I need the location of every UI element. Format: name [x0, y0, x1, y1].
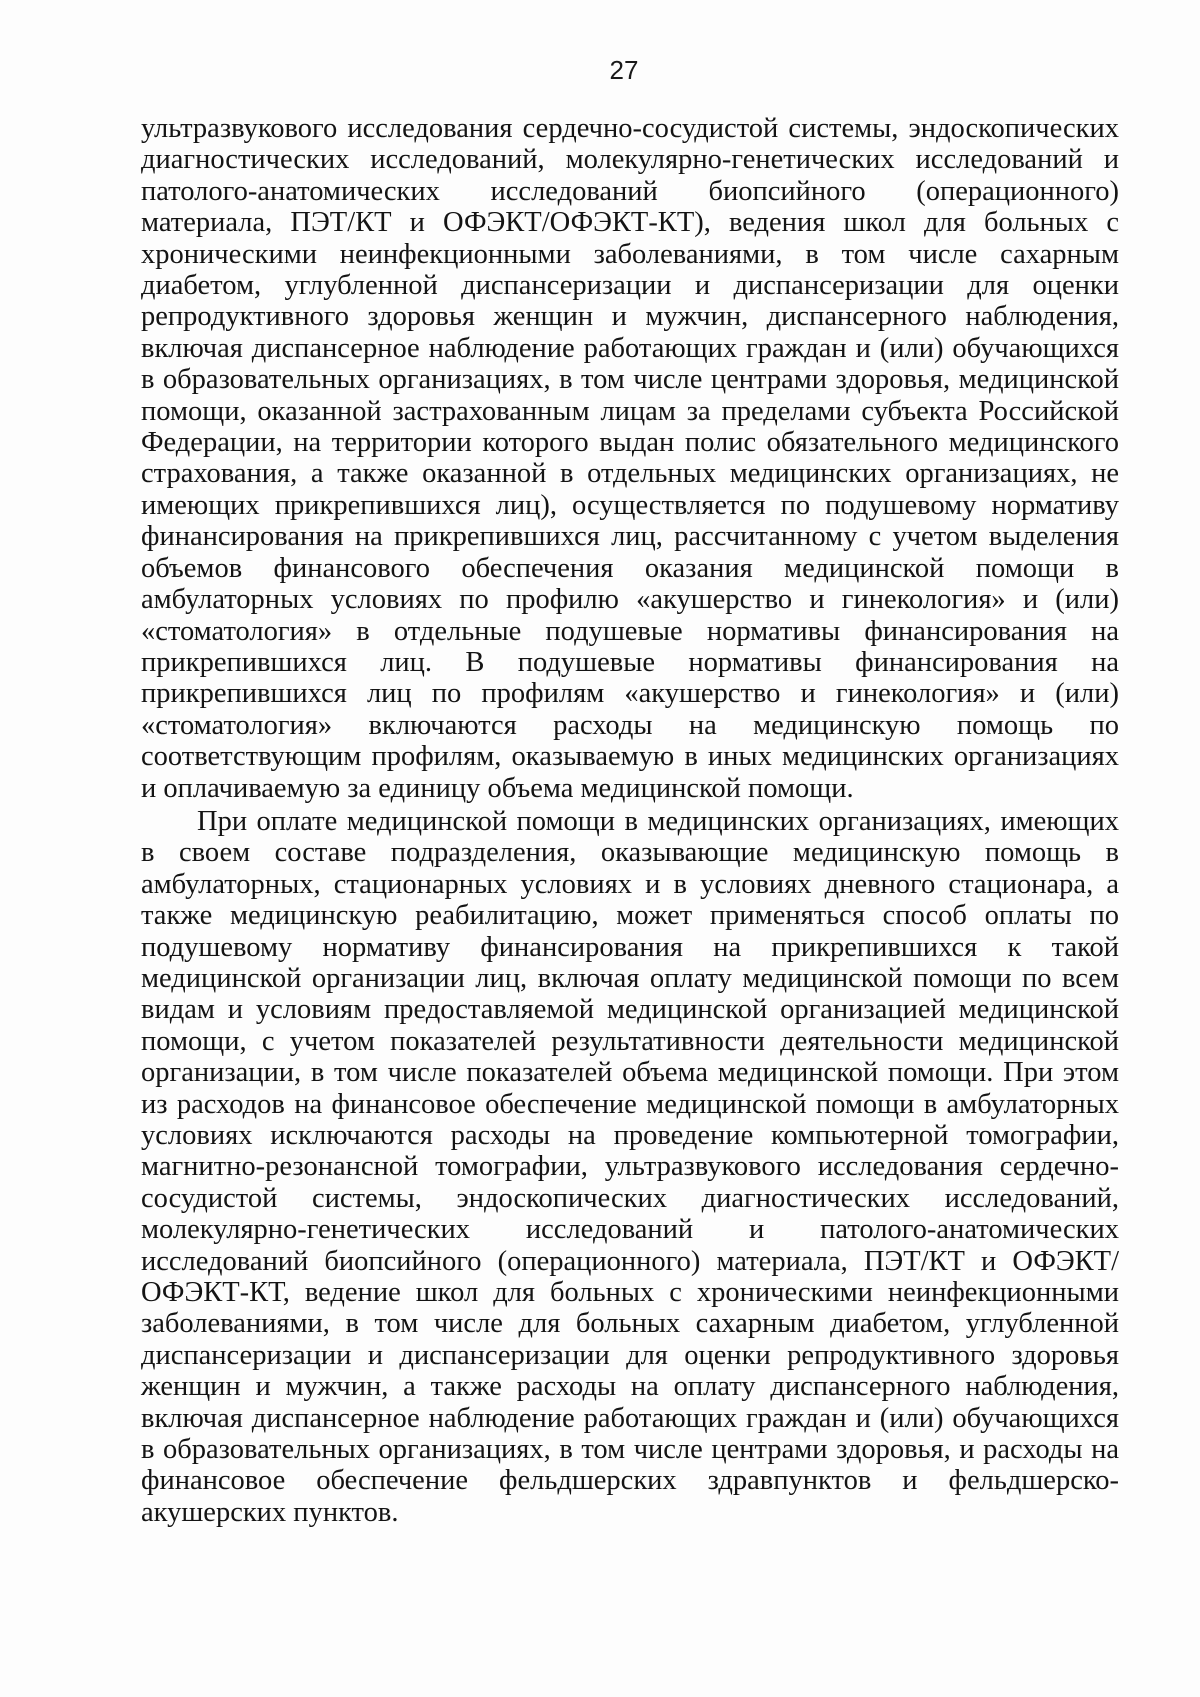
paragraph-payment-method: При оплате медицинской помощи в медицинских организациях, имеющих в своем составе подразделения, оказывающие медицинскую помощь в амбулаторных, стационарных условиях и в условиях дневного стационара, а также медицинскую реабилитацию, может применяться способ оплаты по подушевому нормативу финансирования на прикрепившихся к такой медицинской организации лиц, включая оплату медицинской помощи по всем видам и условиям предоставляемой медицинской организацией медицинской помощи, с учетом показателей результативности деятельности медицинской организации, в том числе показателей объема медицинской помощи. При этом из расходов на финансовое обеспечение медицинской помощи в амбулаторных условиях исключаются расходы на проведение компьютерной томографии, магнитно-резонансной томографии, ультразвукового исследования сердечно-сосудистой системы, эндоскопических диагностических исследований, молекулярно-генетических исследований и патолого-анатомических исследований биопсийного (операционного) материала, ПЭТ/КТ и ОФЭКТ/ОФЭКТ-КТ, ведение школ для больных с хроническими неинфекционными заболеваниями, в том числе для больных сахарным диабетом, углубленной диспансеризации и диспансеризации для оценки репродуктивного здоровья женщин и мужчин, а также расходы на оплату диспансерного наблюдения, включая диспансерное наблюдение работающих граждан и (или) обучающихся в образовательных организациях, в том числе центрами здоровья, и расходы на финансовое обеспечение фельдшерских здравпунктов и фельдшерско-акушерских пунктов. — [141, 805, 1119, 1528]
paragraph-continued: ультразвукового исследования сердечно-сосудистой системы, эндоскопических диагностических исследований, молекулярно-генетических исследований и патолого-анатомических исследований биопсийного (операционного) материала, ПЭТ/КТ и ОФЭКТ/ОФЭКТ-КТ), ведения школ для больных с хроническими неинфекционными заболеваниями, в том числе сахарным диабетом, углубленной диспансеризации и диспансеризации для оценки репродуктивного здоровья женщин и мужчин, диспансерного наблюдения, включая диспансерное наблюдение работающих граждан и (или) обучающихся в образовательных организациях, в том числе центрами здоровья, медицинской помощи, оказанной застрахованным лицам за пределами субъекта Российской Федерации, на территории которого выдан полис обязательного медицинского страхования, а также оказанной в отдельных медицинских организациях, не имеющих прикрепившихся лиц), осуществляется по подушевому нормативу финансирования на прикрепившихся лиц, рассчитанному с учетом выделения объемов финансового обеспечения оказания медицинской помощи в амбулаторных условиях по профилю «акушерство и гинекология» и (или) «стоматология» в отдельные подушевые нормативы финансирования на прикрепившихся лиц. В подушевые нормативы финансирования на прикрепившихся лиц по профилям «акушерство и гинекология» и (или) «стоматология» включаются расходы на медицинскую помощь по соответствующим профилям, оказываемую в иных медицинских организациях и оплачиваемую за единицу объема медицинской помощи. — [141, 113, 1119, 804]
page-number: 27 — [609, 55, 639, 85]
document-body — [141, 113, 1119, 1528]
